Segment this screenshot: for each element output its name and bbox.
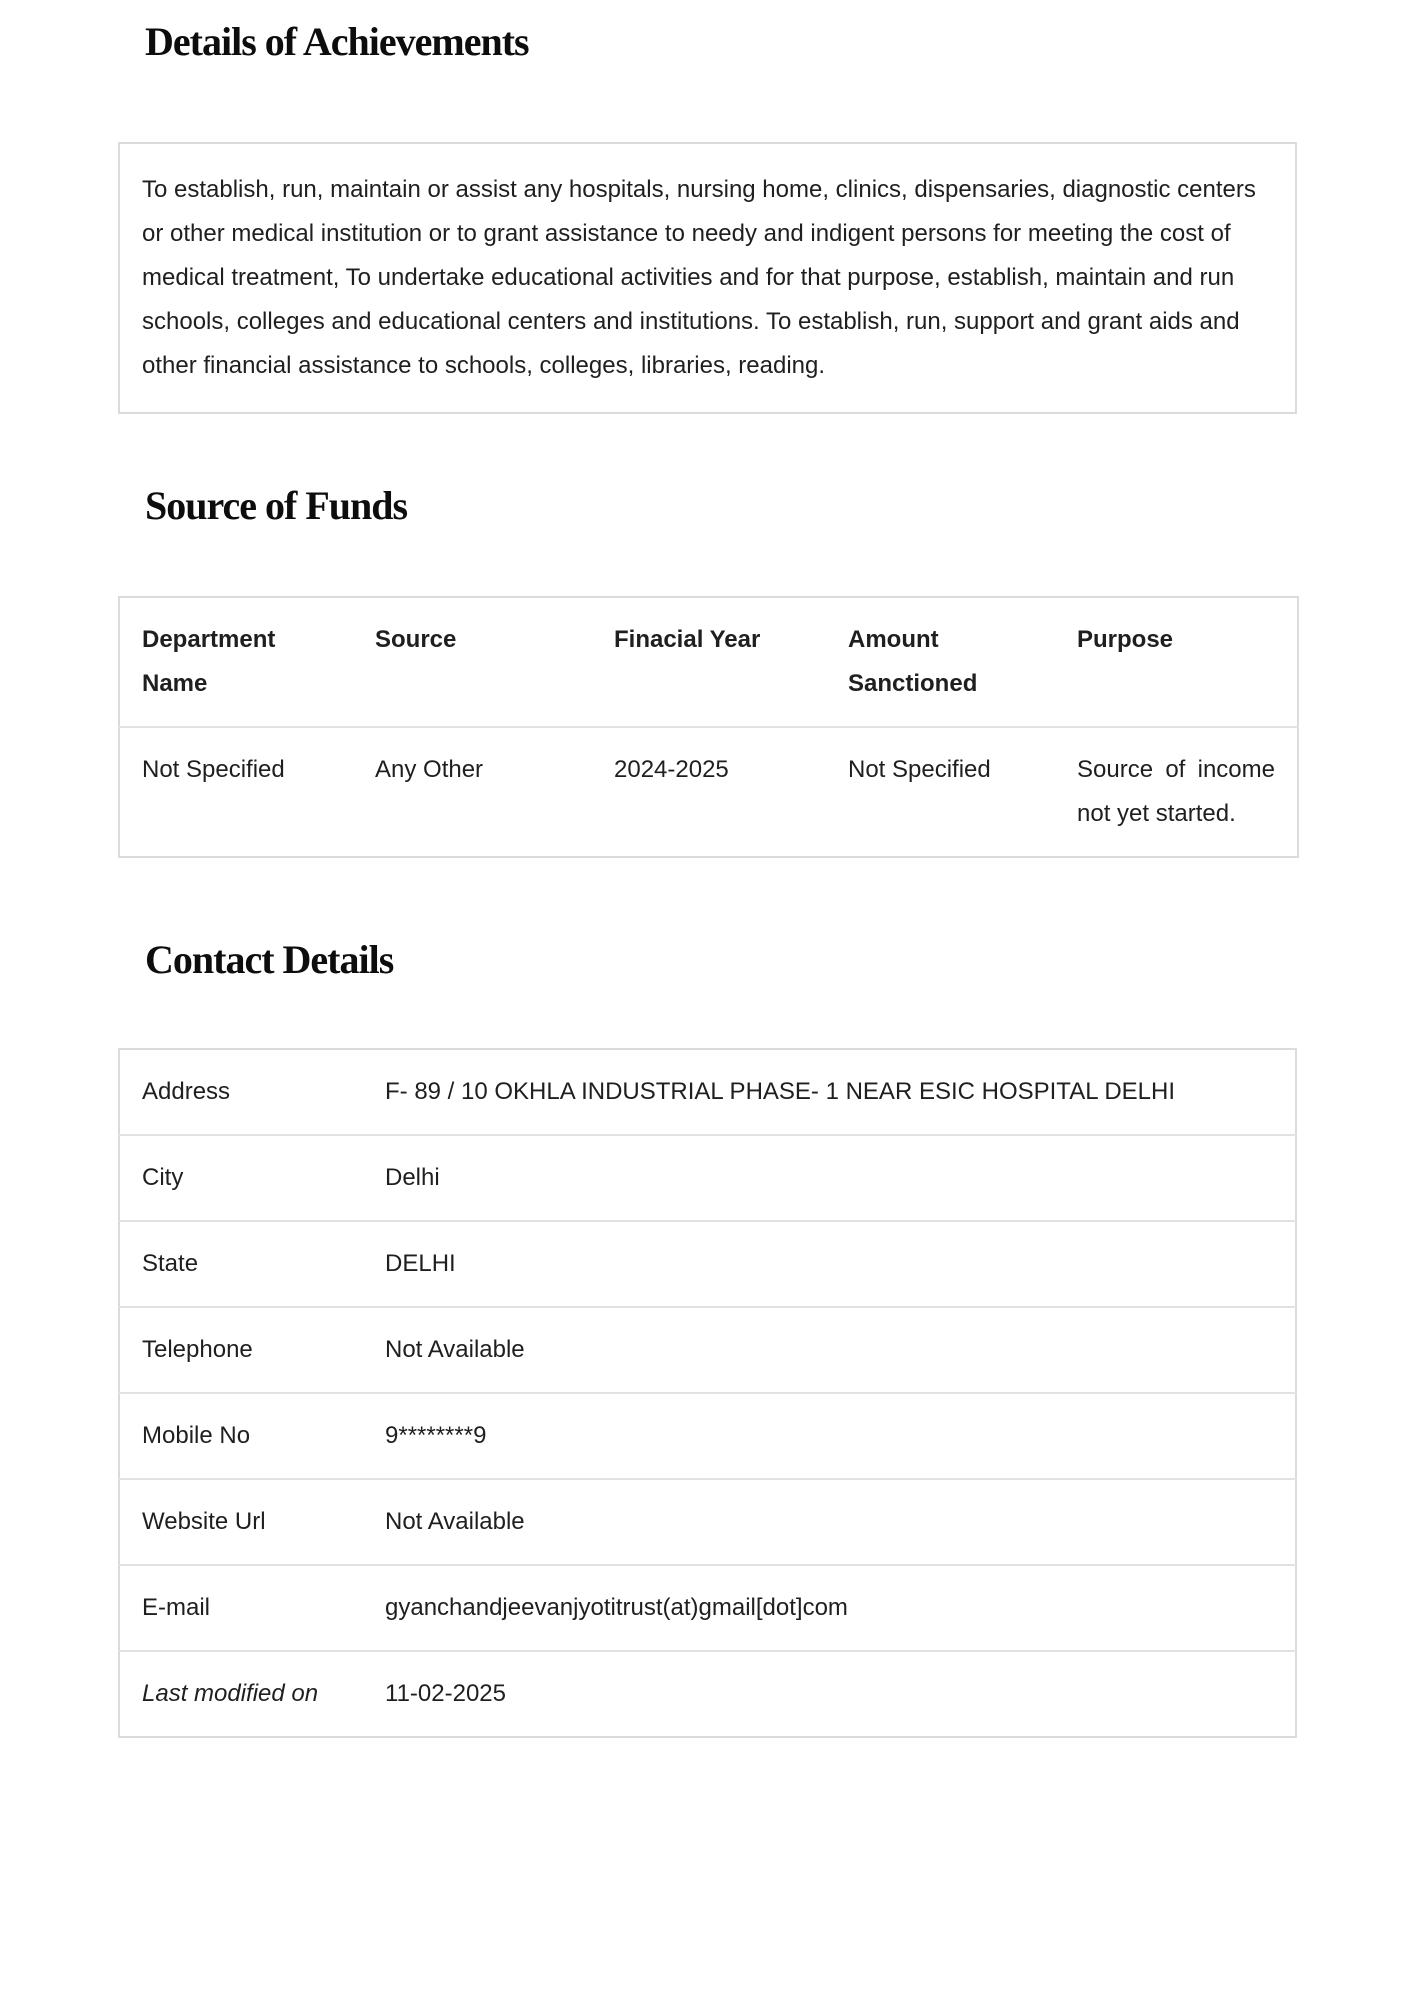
contact-value-state: DELHI bbox=[385, 1250, 456, 1277]
contact-value-telephone: Not Available bbox=[385, 1336, 525, 1363]
contact-label-last-modified: Last modified on bbox=[142, 1680, 319, 1707]
contact-value-address: F- 89 / 10 OKHLA INDUSTRIAL PHASE- 1 NEAR ESIC HOSPITAL DELHI bbox=[385, 1078, 1176, 1105]
funds-header-department-name: Department Name bbox=[142, 626, 276, 697]
contact-label-state: State bbox=[142, 1250, 199, 1277]
contact-value-city: Delhi bbox=[385, 1164, 440, 1191]
funds-data-row bbox=[119, 727, 1298, 857]
contact-value-email: gyanchandjeevanjyotitrust(at)gmail[dot]com bbox=[385, 1594, 848, 1621]
funds-cell-department-name: Not Specified bbox=[142, 756, 285, 783]
contact-label-telephone: Telephone bbox=[142, 1336, 253, 1363]
page-content bbox=[118, 0, 1297, 1738]
funds-cell-purpose: Source of income not yet started. bbox=[1077, 756, 1275, 827]
contact-label-mobile: Mobile No bbox=[142, 1422, 251, 1449]
section-title-contact-details: Contact Details bbox=[145, 937, 394, 982]
contact-label-email: E-mail bbox=[142, 1594, 211, 1621]
contact-row-telephone bbox=[119, 1307, 1296, 1393]
section-title-achievements: Details of Achievements bbox=[145, 19, 529, 64]
funds-cell-source: Any Other bbox=[375, 756, 484, 783]
contact-value-website: Not Available bbox=[385, 1508, 525, 1535]
contact-label-address: Address bbox=[142, 1078, 231, 1105]
contact-row-email bbox=[119, 1565, 1296, 1651]
achievements-text: To establish, run, maintain or assist any hospitals, nursing home, clinics, dispensaries, diagnostic centers or other medical institution or to grant assistance to needy and indigent persons for meeting the cost of medical treatment, To undertake educational activities and for that purpose, establish, maintain and run schools, colleges and educational centers and institutions. To establish, run, support and grant aids and other financial assistance to schools, colleges, libraries, reading. bbox=[142, 176, 1256, 379]
contact-row-mobile bbox=[119, 1393, 1296, 1479]
contact-details-table bbox=[118, 1048, 1297, 1738]
contact-row-state bbox=[119, 1221, 1296, 1307]
contact-row-last-modified bbox=[119, 1651, 1296, 1737]
source-of-funds-table bbox=[118, 596, 1299, 858]
contact-value-mobile: 9********9 bbox=[385, 1422, 487, 1449]
contact-row-city bbox=[119, 1135, 1296, 1221]
contact-row-address bbox=[119, 1049, 1296, 1135]
achievements-panel bbox=[118, 142, 1297, 414]
section-title-source-of-funds: Source of Funds bbox=[145, 483, 408, 528]
funds-header-row bbox=[119, 597, 1298, 727]
contact-label-city: City bbox=[142, 1164, 184, 1191]
funds-header-purpose: Purpose bbox=[1077, 626, 1174, 653]
funds-cell-amount-sanctioned: Not Specified bbox=[848, 756, 991, 783]
contact-row-website bbox=[119, 1479, 1296, 1565]
contact-value-last-modified: 11-02-2025 bbox=[385, 1680, 506, 1707]
funds-header-finacial-year: Finacial Year bbox=[614, 626, 761, 653]
contact-label-website: Website Url bbox=[142, 1508, 266, 1535]
funds-header-source: Source bbox=[375, 626, 457, 653]
funds-cell-finacial-year: 2024-2025 bbox=[614, 756, 729, 783]
funds-header-amount-sanctioned: Amount Sanctioned bbox=[848, 626, 978, 697]
